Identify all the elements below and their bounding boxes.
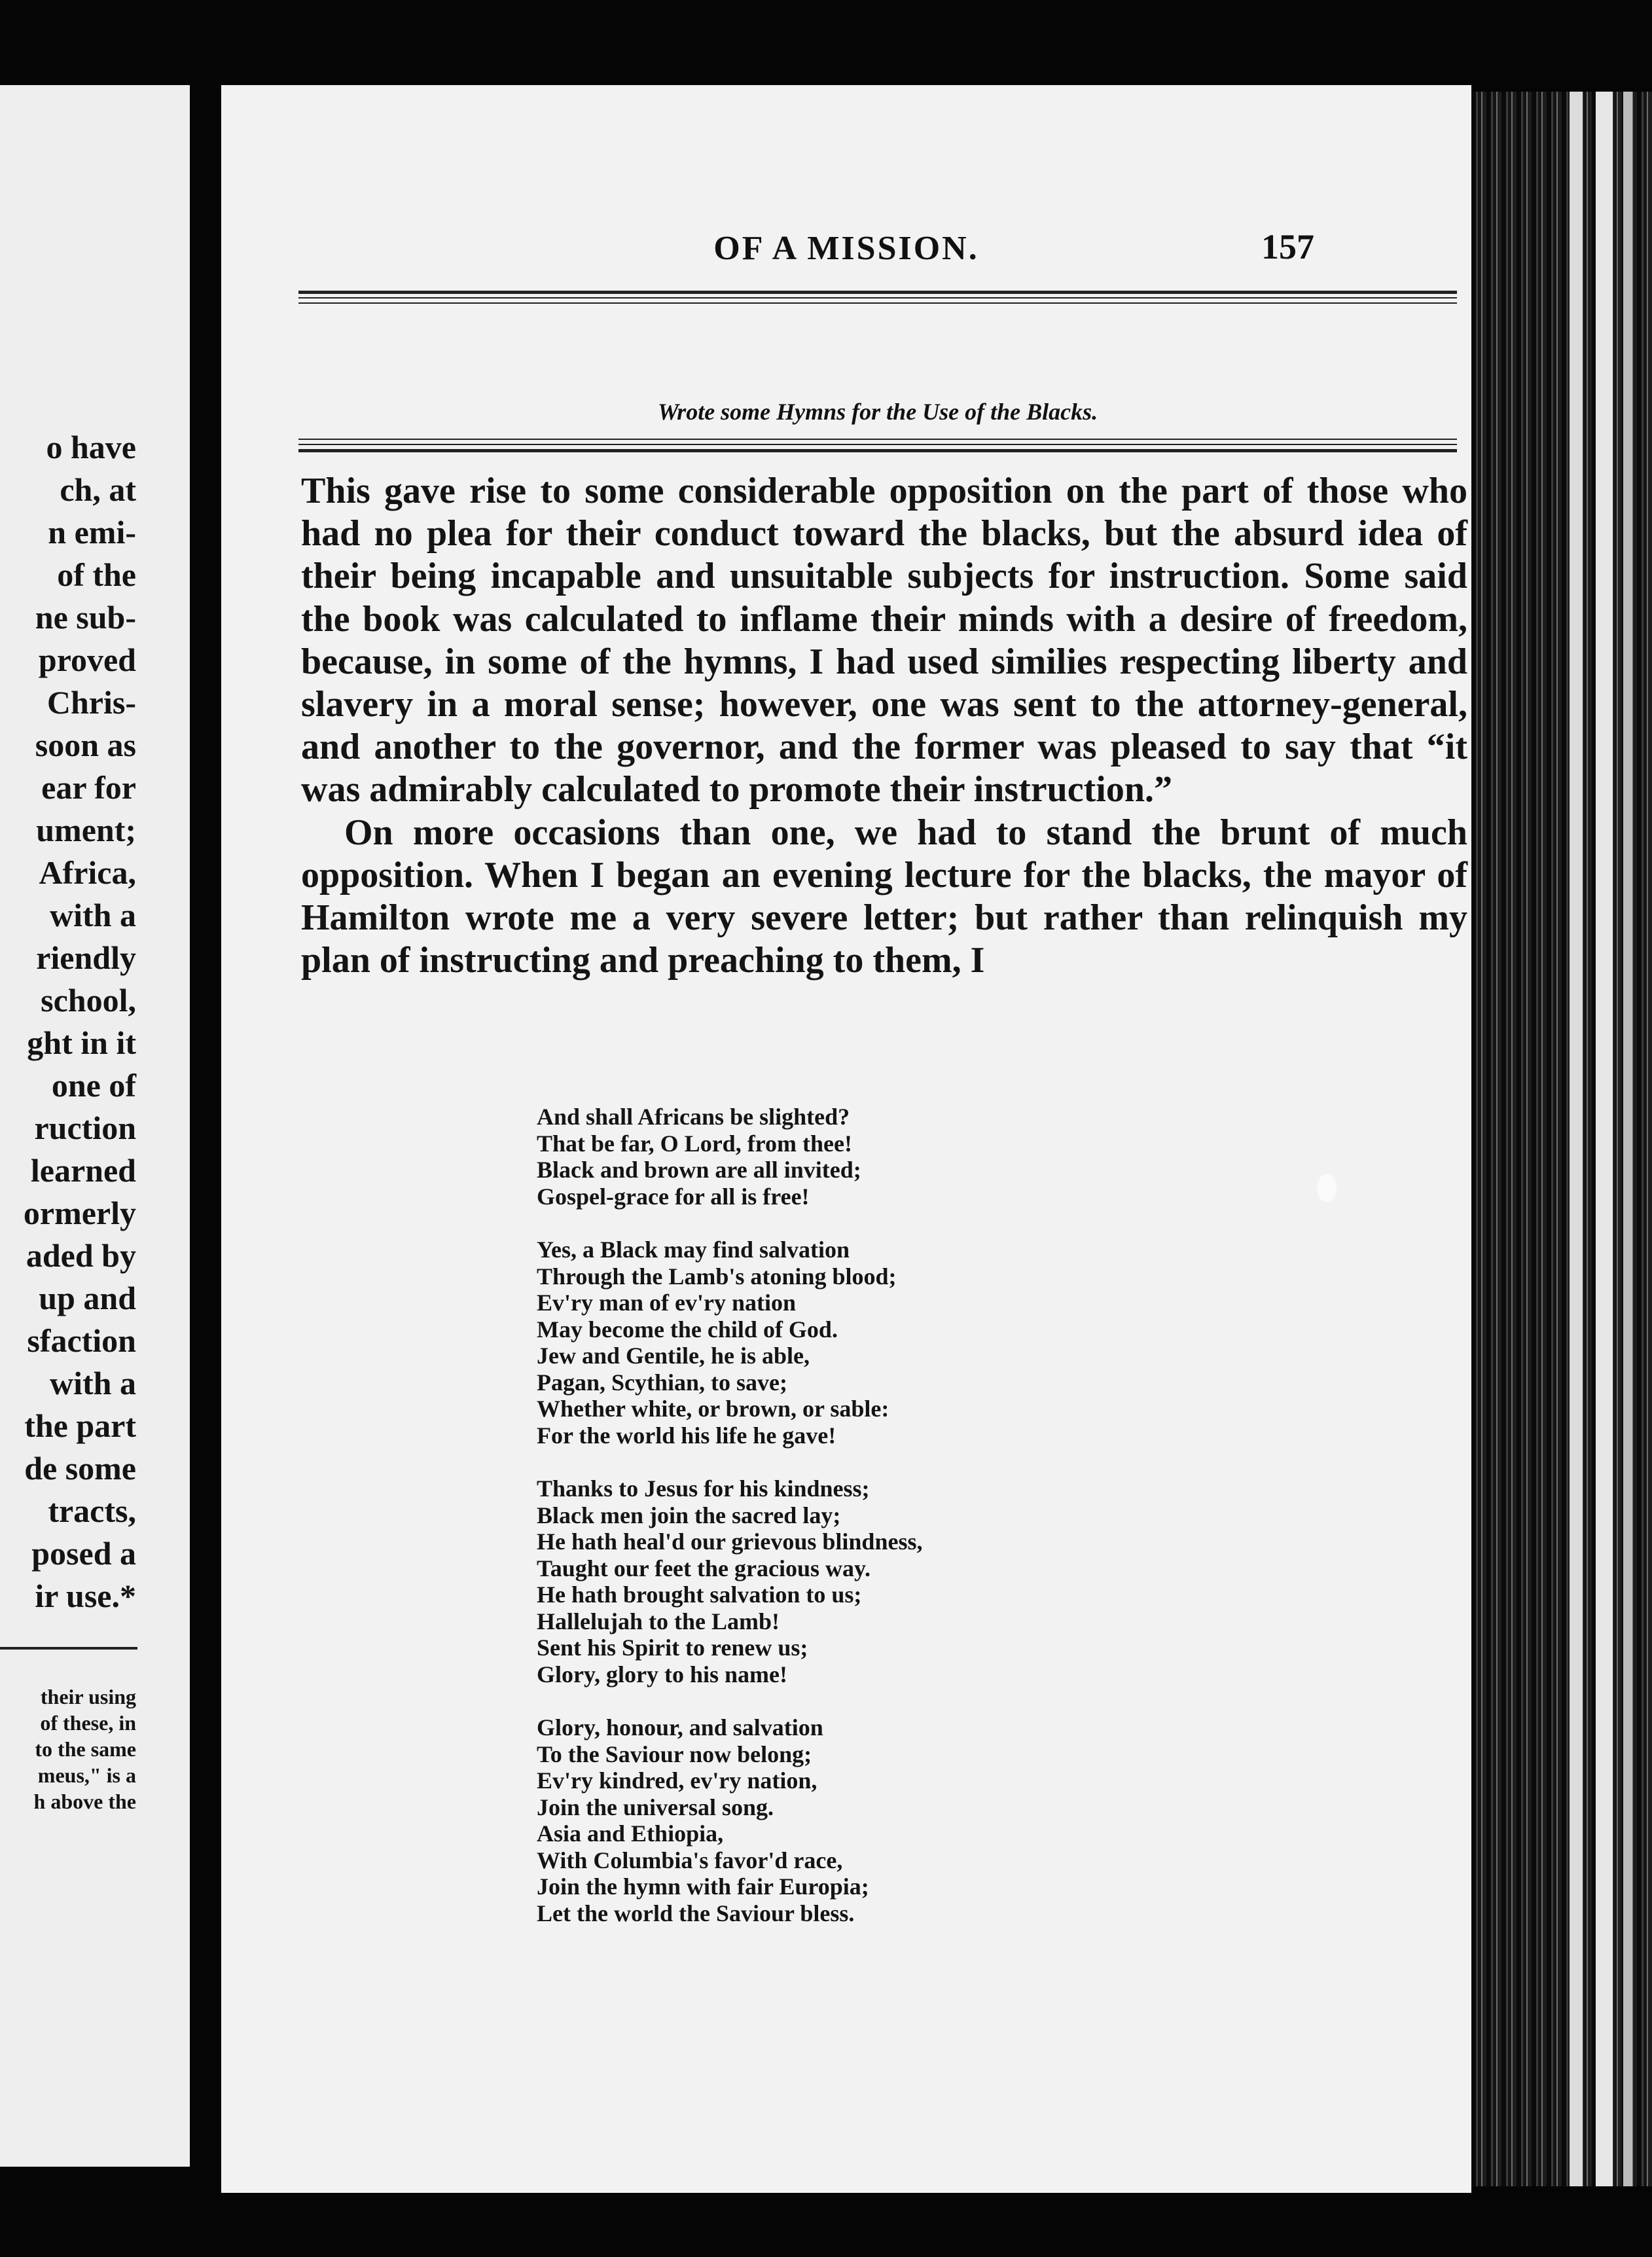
- hymn-line: Ev'ry kindred, ev'ry nation,: [537, 1767, 817, 1794]
- hymn-line: Black and brown are all invited;: [537, 1157, 861, 1183]
- section-title: Wrote some Hymns for the Use of the Blacks.: [657, 399, 1098, 425]
- left-fragment: proved: [38, 641, 136, 678]
- hymn-line: Hallelujah to the Lamb!: [537, 1608, 780, 1634]
- hymn-line: Glory, glory to his name!: [537, 1661, 787, 1688]
- hymn-stanza: [537, 1237, 922, 1449]
- hymn-line: And shall Africans be slighted?: [537, 1104, 850, 1130]
- page-number: 157: [1261, 227, 1314, 266]
- left-fragment: n emi-: [48, 514, 136, 551]
- hymn-line: To the Saviour now belong;: [537, 1741, 812, 1767]
- hymn-line: Let the world the Saviour bless.: [537, 1900, 855, 1926]
- hymn-line: Gospel-grace for all is free!: [537, 1183, 810, 1210]
- left-fragment: ear for: [41, 769, 136, 806]
- hymn-line: Taught our feet the gracious way.: [537, 1555, 871, 1581]
- left-note-fragment: h above the: [33, 1790, 136, 1813]
- hymn-line: Through the Lamb's atoning blood;: [537, 1263, 897, 1290]
- page-edge-strip: [1570, 92, 1583, 2186]
- left-fragment: school,: [41, 982, 136, 1019]
- hymn-line: He hath brought salvation to us;: [537, 1581, 862, 1608]
- page-edge-strip: [1623, 92, 1632, 2186]
- hymn-line: May become the child of God.: [537, 1316, 838, 1343]
- header-rule-thin: [298, 302, 1457, 304]
- left-fragment: ne sub-: [35, 599, 136, 636]
- left-fragment: posed a: [31, 1535, 136, 1572]
- section-rule: [298, 449, 1457, 452]
- section-rule-thin: [298, 439, 1457, 440]
- left-fragment: ruction: [34, 1110, 136, 1146]
- hymn-line: Black men join the sacred lay;: [537, 1502, 841, 1528]
- left-fragment: aded by: [26, 1237, 136, 1274]
- running-head: OF A MISSION.: [713, 230, 979, 267]
- left-fragment: with a: [50, 897, 136, 933]
- left-fragment: with a: [50, 1365, 136, 1401]
- section-rule-thin: [298, 444, 1457, 445]
- hymn-line: Join the hymn with fair Europia;: [537, 1873, 869, 1900]
- paragraph: On more occasions than one, we had to stand the brunt of much opposition. When I began an evening lecture for the blacks, the mayor of Hamilton wrote me a very severe letter; but rather than relinquish my plan of instructing and preaching to them, I: [301, 812, 1467, 981]
- left-fragment: up and: [39, 1280, 136, 1316]
- footnote-rule: [0, 1647, 137, 1650]
- hymn-line: That be far, O Lord, from thee!: [537, 1130, 852, 1157]
- left-fragment: the part: [24, 1407, 136, 1444]
- left-fragment: Chris-: [46, 684, 136, 721]
- left-fragment: sfaction: [27, 1322, 136, 1359]
- hymn-line: He hath heal'd our grievous blindness,: [537, 1528, 923, 1555]
- left-note-fragment: meus," is a: [37, 1763, 136, 1787]
- hymn-line: Asia and Ethiopia,: [537, 1820, 724, 1847]
- left-fragment: ir use.*: [35, 1578, 136, 1614]
- body-text: [301, 470, 1467, 982]
- hymn-line: For the world his life he gave!: [537, 1422, 836, 1449]
- hymn-stanza: [537, 1475, 922, 1688]
- hymn-line: Join the universal song.: [537, 1794, 774, 1820]
- hymn-line: Glory, honour, and salvation: [537, 1714, 823, 1741]
- left-note-fragment: their using: [40, 1685, 136, 1708]
- right-page: [221, 85, 1471, 2193]
- left-fragment: de some: [24, 1450, 136, 1487]
- left-fragment: riendly: [36, 939, 136, 976]
- left-fragment: soon as: [35, 727, 136, 763]
- header-rule-thin: [298, 297, 1457, 298]
- hymn-line: Jew and Gentile, he is able,: [537, 1343, 810, 1369]
- hymn-line: Thanks to Jesus for his kindness;: [537, 1475, 870, 1502]
- hymn-line: Sent his Spirit to renew us;: [537, 1634, 808, 1661]
- left-fragment: ument;: [36, 812, 136, 848]
- left-fragment: tracts,: [48, 1492, 136, 1529]
- hymn-line: Yes, a Black may find salvation: [537, 1237, 850, 1263]
- left-note-fragment: to the same: [35, 1737, 136, 1761]
- left-fragment: learned: [30, 1152, 136, 1189]
- hymn-line: Pagan, Scythian, to save;: [537, 1369, 788, 1396]
- paragraph: This gave rise to some considerable opposition on the part of those who had no plea for their conduct toward the blacks, but the absurd idea of their being incapable and unsuitable subjects for instruction. Some said the book was calculated to inflame their minds with a desire of freedom, because, in some of the hymns, I had used similies respecting liberty and slavery in a moral sense; however, one was sent to the attorney-general, and another to the governor, and the former was pleased to say that “it was admirably calculated to promote their instruction.”: [301, 471, 1467, 810]
- left-note-fragment: of these, in: [40, 1711, 136, 1735]
- hymn-line: With Columbia's favor'd race,: [537, 1847, 843, 1873]
- left-fragment: ormerly: [23, 1195, 136, 1231]
- page-edge: [1471, 92, 1652, 2186]
- left-fragment: o have: [46, 429, 136, 465]
- left-page: [0, 85, 190, 2167]
- page-edge-strip: [1596, 92, 1613, 2186]
- hymn-line: Whether white, or brown, or sable:: [537, 1396, 889, 1422]
- hymn-line: Ev'ry man of ev'ry nation: [537, 1290, 796, 1316]
- header-rule: [298, 291, 1457, 294]
- hymn-stanza: [537, 1714, 922, 1926]
- left-fragment: of the: [57, 556, 136, 593]
- left-fragment: ch, at: [60, 471, 136, 508]
- left-fragment: one of: [51, 1067, 136, 1104]
- hymn: [537, 1104, 922, 1953]
- left-fragment: ght in it: [27, 1024, 136, 1061]
- left-fragment: Africa,: [39, 854, 136, 891]
- hymn-stanza: [537, 1104, 922, 1210]
- paper-blemish: [1317, 1174, 1337, 1202]
